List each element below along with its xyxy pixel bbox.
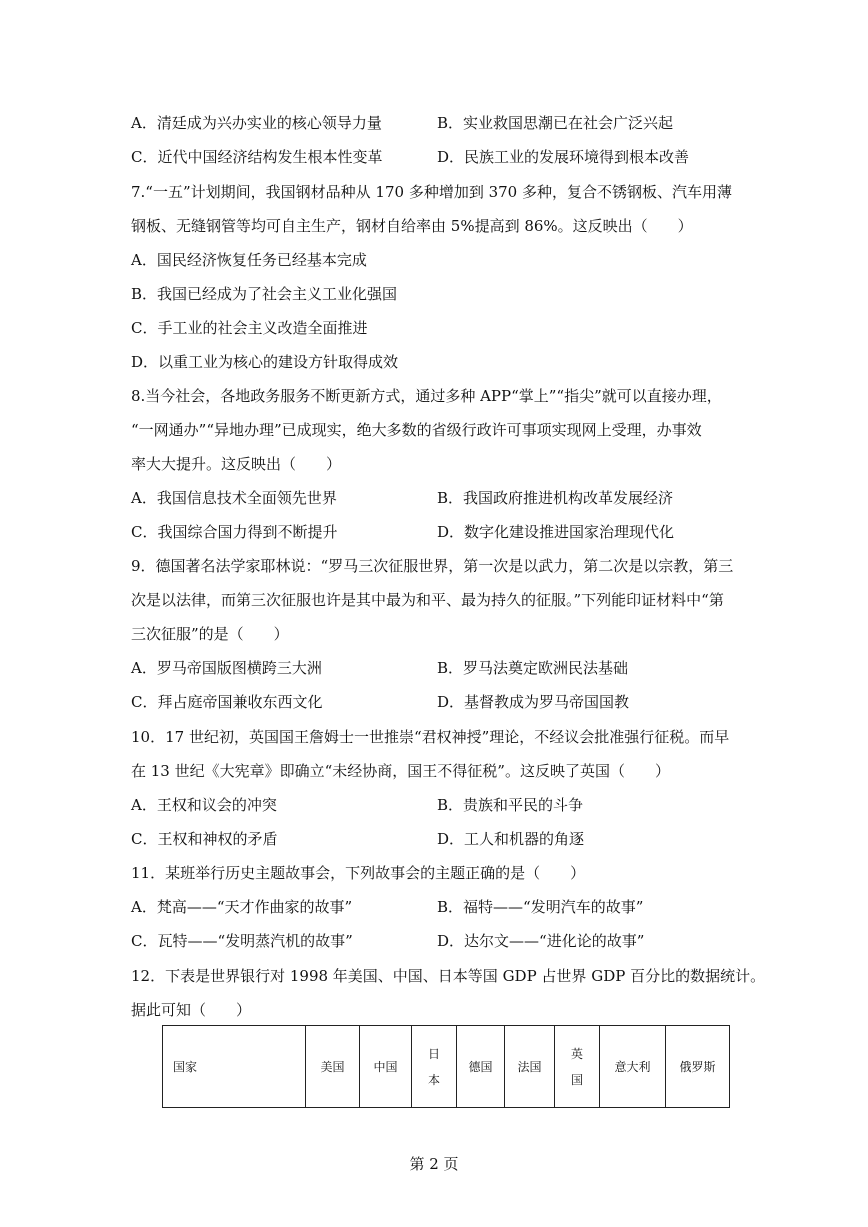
q10-stem-line-2: 在 13 世纪《大宪章》即确立“未经协商，国王不得征税”。这反映了英国（ ）: [131, 762, 670, 780]
q10-options-row-1: [131, 795, 751, 815]
q10-stem-line-1: 10．17 世纪初，英国国王詹姆士一世推崇“君权神授”理论，不经议会批准强行征税。而早: [131, 728, 730, 746]
q11-options-row-1: [131, 897, 751, 917]
q6-options-row-2: [131, 147, 751, 167]
q11-stem-line-1: 11．某班举行历史主题故事会，下列故事会的主题正确的是（ ）: [131, 864, 586, 882]
option-d: D．民族工业的发展环境得到根本改善: [437, 148, 690, 166]
option-b: B．我国政府推进机构改革发展经济: [437, 489, 674, 507]
option-d: D．达尔文——“进化论的故事”: [437, 932, 645, 950]
q7-option-a: A．国民经济恢复任务已经基本完成: [131, 251, 367, 269]
gdp-table: [162, 1025, 729, 1108]
table-header-cell: 国家: [163, 1026, 306, 1108]
option-a: A．梵高——“天才作曲家的故事”: [131, 898, 353, 916]
table-header-cell: 德国: [457, 1026, 505, 1108]
option-b: B．贵族和平民的斗争: [437, 796, 584, 814]
option-c: C．拜占庭帝国兼收东西文化: [131, 693, 323, 711]
q9-options-row-2: [131, 692, 751, 712]
q7-stem-line-2: 钢板、无缝钢管等均可自主生产，钢材自给率由 5%提高到 86%。这反映出（ ）: [131, 217, 693, 235]
option-a: A．王权和议会的冲突: [131, 796, 277, 814]
option-a: A．罗马帝国版图横跨三大洲: [131, 659, 322, 677]
table-header-row: [163, 1026, 730, 1108]
table-header-cell: [412, 1026, 457, 1108]
q7-stem-line-1: 7.“一五”计划期间，我国钢材品种从 170 多种增加到 370 多种，复合不锈钢板、汽车用薄: [131, 183, 732, 201]
option-c: C．我国综合国力得到不断提升: [131, 523, 338, 541]
q9-stem-line-3: 三次征服”的是（ ）: [131, 625, 289, 643]
table-header-cell: 法国: [505, 1026, 555, 1108]
table-header-cell: 意大利: [600, 1026, 666, 1108]
q8-stem-line-3: 率大大提升。这反映出（ ）: [131, 455, 342, 473]
option-d: D．工人和机器的角逐: [437, 830, 585, 848]
table-header-cell: 美国: [306, 1026, 360, 1108]
option-c: C．近代中国经济结构发生根本性变革: [131, 148, 383, 166]
vertical-header-text: 日本: [427, 1046, 440, 1087]
vertical-header-text: 英国: [570, 1046, 583, 1087]
option-a: A．我国信息技术全面领先世界: [131, 489, 337, 507]
q8-options-row-1: [131, 488, 751, 508]
option-d: D．数字化建设推进国家治理现代化: [437, 523, 675, 541]
q7-option-b: B．我国已经成为了社会主义工业化强国: [131, 285, 398, 303]
q8-stem-line-1: 8.当今社会，各地政务服务不断更新方式，通过多种 APP“掌上”“指尖”就可以直接办理，: [131, 387, 722, 405]
q10-options-row-2: [131, 829, 751, 849]
option-c: C．瓦特——“发明蒸汽机的故事”: [131, 932, 353, 950]
table-header-cell: 俄罗斯: [666, 1026, 730, 1108]
option-b: B．福特——“发明汽车的故事”: [437, 898, 644, 916]
q9-stem-line-2: 次是以法律，而第三次征服也许是其中最为和平、最为持久的征服。”下列能印证材料中“第: [131, 591, 724, 609]
q7-option-d: D．以重工业为核心的建设方针取得成效: [131, 353, 399, 371]
table-header-cell: [555, 1026, 600, 1108]
q7-option-c: C．手工业的社会主义改造全面推进: [131, 319, 368, 337]
option-d: D．基督教成为罗马帝国国教: [437, 693, 630, 711]
q8-stem-line-2: “一网通办”“异地办理”已成现实，绝大多数的省级行政许可事项实现网上受理，办事效: [131, 421, 702, 439]
q12-stem-line-1: 12．下表是世界银行对 1998 年美国、中国、日本等国 GDP 占世界 GDP 百分比的数据统计。: [131, 967, 766, 985]
table-header-cell: 中国: [360, 1026, 412, 1108]
q9-stem-line-1: 9．德国著名法学家耶林说：“罗马三次征服世界，第一次是以武力，第二次是以宗教，第三: [131, 557, 734, 575]
q12-stem-line-2: 据此可知（ ）: [131, 1001, 252, 1019]
option-b: B．实业救国思潮已在社会广泛兴起: [437, 114, 674, 132]
page-number: 第 2 页: [409, 1155, 459, 1173]
q9-options-row-1: [131, 658, 751, 678]
option-c: C．王权和神权的矛盾: [131, 830, 278, 848]
q6-options-row-1: [131, 113, 751, 133]
q11-options-row-2: [131, 931, 751, 951]
q8-options-row-2: [131, 522, 751, 542]
option-a: A．清廷成为兴办实业的核心领导力量: [131, 114, 382, 132]
option-b: B．罗马法奠定欧洲民法基础: [437, 659, 629, 677]
